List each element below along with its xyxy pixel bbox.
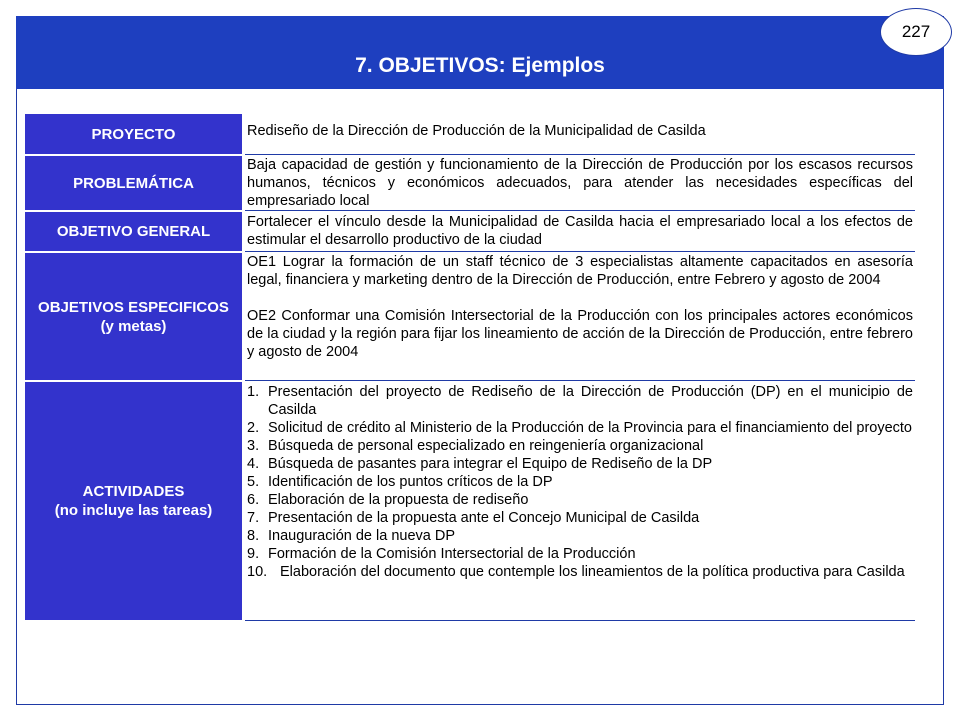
page-title: 7. OBJETIVOS: Ejemplos [355, 54, 605, 77]
label-actividades-text: ACTIVIDADES [82, 483, 185, 500]
content-objetivo-general [245, 212, 915, 252]
problematica-text: Baja capacidad de gestión y funcionamiento de la Dirección de Producción por los escasos recursos humanos, técnicos y económicos adecuados, para atender las necesidades específicas del empresariado local [247, 157, 913, 209]
label-objetivos-especificos-text: OBJETIVOS ESPECIFICOS [38, 298, 229, 316]
activity-item [247, 473, 913, 491]
activity-number: 9. [247, 546, 260, 562]
label-objetivo-general [24, 211, 243, 252]
activity-item [247, 491, 913, 509]
actividades-list [247, 383, 913, 581]
label-actividades-sub: (no incluye las tareas) [54, 502, 213, 519]
activity-number: 10. [247, 564, 268, 580]
activity-item [247, 419, 913, 437]
header-banner [16, 16, 944, 89]
activity-number: 4. [247, 456, 260, 472]
label-proyecto [24, 113, 243, 155]
activity-item [247, 437, 913, 455]
activity-item [247, 563, 913, 581]
activity-text: Presentación de la propuesta ante el Concejo Municipal de Casilda [268, 510, 700, 526]
activity-number: 1. [247, 384, 260, 400]
activity-number: 3. [247, 438, 260, 454]
activity-text: Elaboración de la propuesta de rediseño [268, 492, 529, 508]
activity-number: 8. [247, 528, 260, 544]
page-number-badge: 227 [880, 8, 952, 56]
label-objetivos-especificos-sub: (y metas) [100, 317, 167, 335]
activity-text: Identificación de los puntos críticos de la DP [268, 474, 553, 490]
activity-text: Inauguración de la nueva DP [268, 528, 456, 544]
objetivo-general-text: Fortalecer el vínculo desde la Municipalidad de Casilda hacia el empresariado local a los efectos de estimular el desarrollo productivo de la ciudad [247, 214, 913, 248]
activity-text: Búsqueda de pasantes para integrar el Equipo de Rediseño de la DP [268, 456, 713, 472]
activity-number: 6. [247, 492, 260, 508]
content-objetivos-especificos [245, 252, 915, 381]
activity-text: Búsqueda de personal especializado en reingeniería organizacional [268, 438, 704, 454]
activity-number: 7. [247, 510, 260, 526]
activity-number: 5. [247, 474, 260, 490]
label-objetivo-general-text: OBJETIVO GENERAL [56, 223, 211, 240]
label-objetivos-especificos [24, 252, 243, 381]
activity-text: Presentación del proyecto de Rediseño de la Dirección de Producción (DP) en el municipio de Casilda [268, 384, 913, 418]
content-problematica [245, 155, 915, 211]
label-problematica-text: PROBLEMÁTICA [73, 174, 194, 192]
activity-text: Formación de la Comisión Intersectorial de la Producción [268, 546, 636, 562]
activity-text: Solicitud de crédito al Ministerio de la Producción de la Provincia para el financiamiento del proyecto [268, 420, 912, 436]
label-proyecto-text: PROYECTO [91, 125, 176, 143]
proyecto-text: Rediseño de la Dirección de Producción de la Municipalidad de Casilda [247, 123, 706, 139]
activity-item [247, 545, 913, 563]
activity-item [247, 509, 913, 527]
activity-text: Elaboración del documento que contemple los lineamientos de la política productiva para Casilda [280, 564, 905, 580]
label-problematica [24, 155, 243, 211]
activity-item [247, 383, 913, 419]
activity-item [247, 527, 913, 545]
activity-number: 2. [247, 420, 260, 436]
content-proyecto [245, 121, 915, 155]
activity-item [247, 455, 913, 473]
oe2-text: OE2 Conformar una Comisión Intersectorial de la Producción con los principales actores económicos de la ciudad y la región para fijar los lineamiento de acción de la Dirección de Producción, entre febrero y agosto de 2004 [247, 308, 913, 360]
label-actividades [24, 381, 243, 621]
content-actividades [245, 382, 915, 621]
oe1-text: OE1 Lograr la formación de un staff técnico de 3 especialistas altamente capacitados en asesoría legal, financiera y marketing dentro de la Dirección de Producción, entre Febrero y agosto de 2004 [247, 254, 913, 288]
